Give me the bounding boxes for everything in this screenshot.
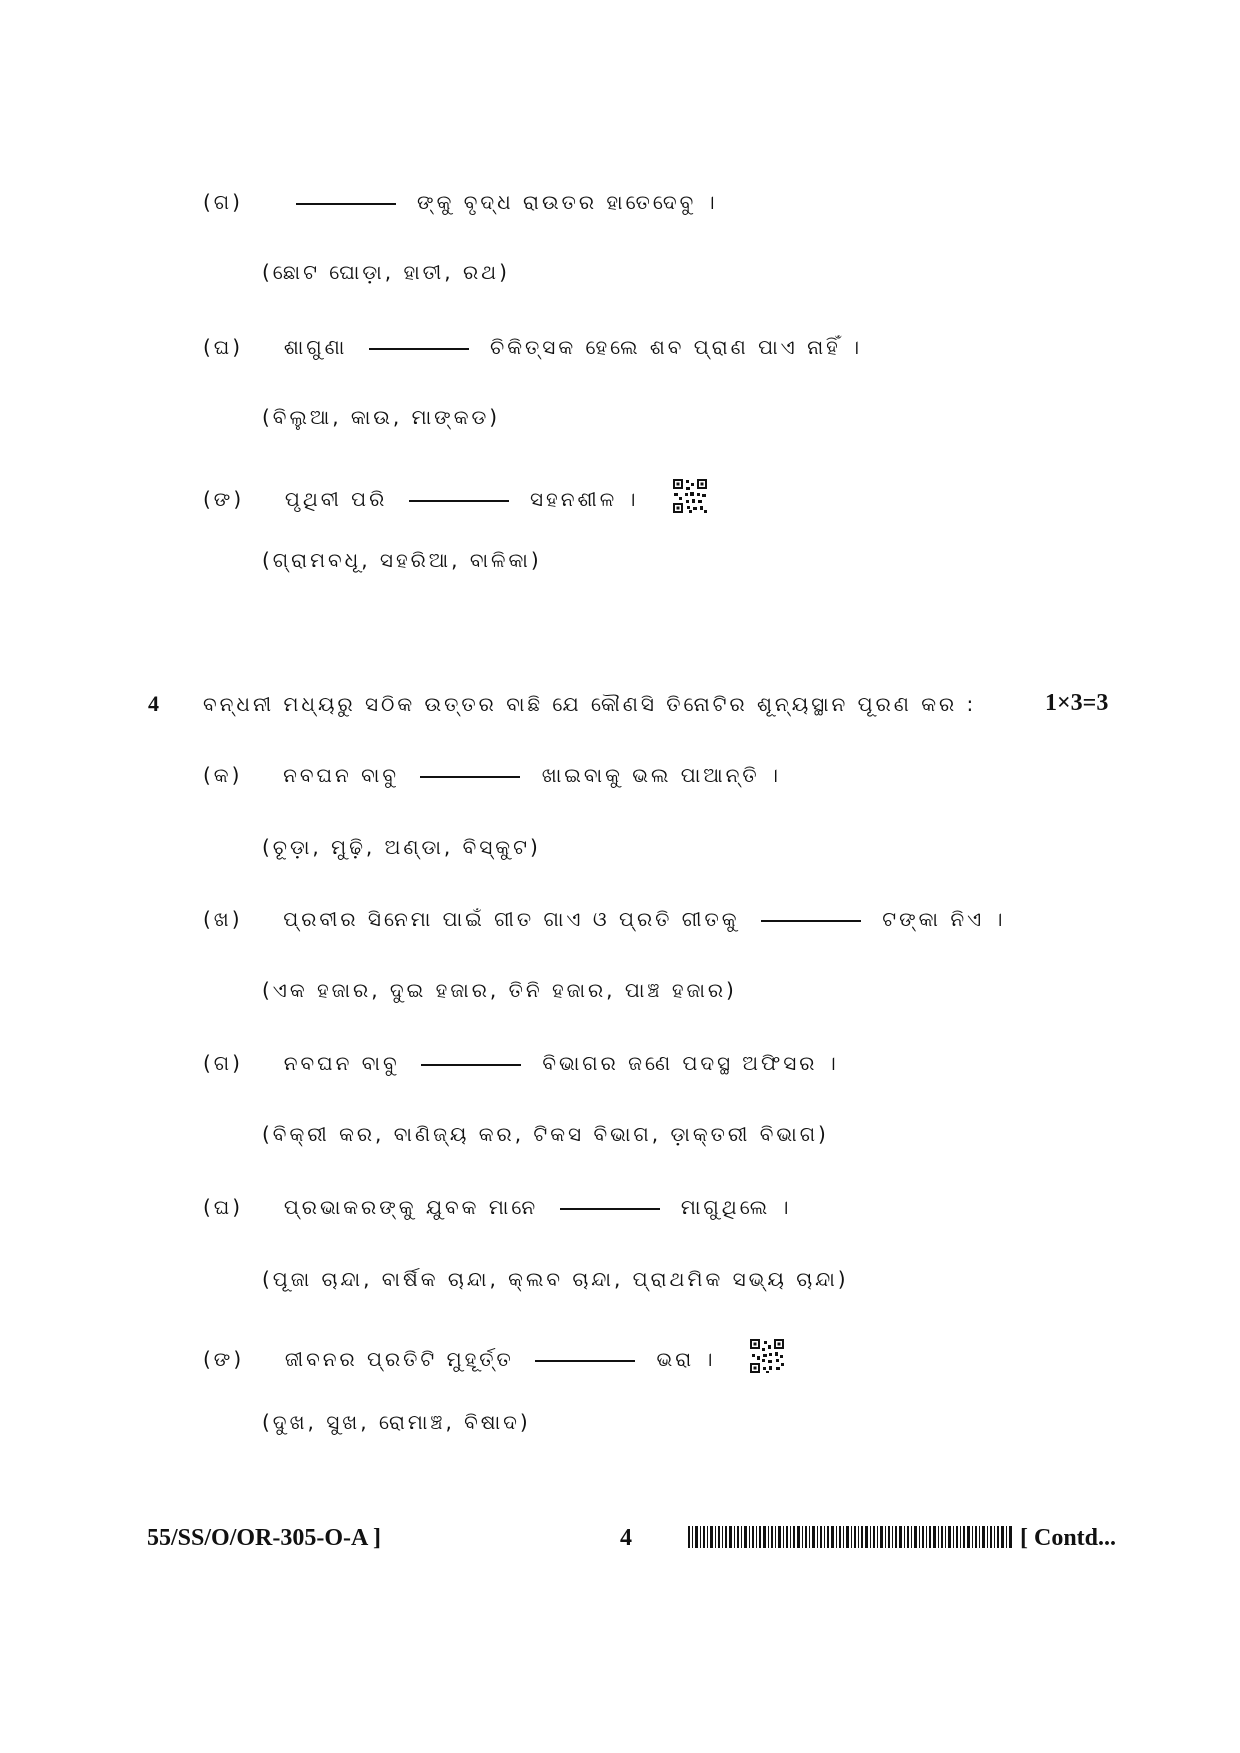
answer-blank bbox=[421, 1064, 521, 1066]
qr-code-icon bbox=[672, 478, 708, 514]
q4-item-gha-options: (ପୂଜା ଚାନ୍ଦା, ବାର୍ଷିକ ଚାନ୍ଦା, କ୍ଲବ ଚାନ୍ଦା, ପ୍ରାଥମିକ ସଭ୍ୟ ଚାନ୍ଦା) bbox=[262, 1267, 849, 1291]
item-text-after: ଟଙ୍କା ନିଏ । bbox=[882, 907, 1006, 931]
answer-blank bbox=[535, 1360, 635, 1362]
q4-item-ka bbox=[203, 763, 781, 787]
item-text-before: ପ୍ରଭାକରଙ୍କୁ ଯୁବକ ମାନେ bbox=[283, 1195, 539, 1219]
paper-code: 55/SS/O/OR-305-O-A ] bbox=[147, 1525, 382, 1551]
item-text-after: ବିଭାଗର ଜଣେ ପଦସ୍ଥ ଅଫିସର । bbox=[542, 1051, 839, 1075]
item-text-before: ପ୍ରବୀର ସିନେମା ପାଇଁ ଗୀତ ଗାଏ ଓ ପ୍ରତି ଗୀତକୁ bbox=[283, 907, 740, 931]
item-label: (ଙ) bbox=[203, 1347, 245, 1371]
item-text-before: ପୃଥିବୀ ପରି bbox=[284, 487, 388, 511]
answer-blank bbox=[560, 1208, 660, 1210]
item-label: (ଙ) bbox=[203, 487, 245, 511]
item-text-before: ଶାଗୁଣା bbox=[283, 335, 348, 359]
question-marks: 1×3=3 bbox=[1045, 690, 1109, 716]
q4-item-gha bbox=[203, 1195, 792, 1219]
item-text-after: ସହନଶୀଳ । bbox=[530, 487, 639, 511]
question-instruction: ବନ୍ଧନୀ ମଧ୍ୟରୁ ସଠିକ ଉତ୍ତର ବାଛି ଯେ କୌଣସି ତିନୋଟିର ଶୂନ୍ୟସ୍ଥାନ ପୂରଣ କର : bbox=[203, 692, 977, 716]
answer-blank bbox=[409, 500, 509, 502]
item-text-before: ଜୀବନର ପ୍ରତିଟି ମୁହୂର୍ତ୍ତ bbox=[284, 1347, 514, 1371]
q4-item-nga-options: (ଦୁଖ, ସୁଖ, ରୋମାଞ୍ଚ, ବିଷାଦ) bbox=[262, 1410, 531, 1434]
barcode-icon bbox=[688, 1526, 1012, 1548]
item-label: (ଖ) bbox=[203, 907, 243, 931]
prev-item-nga-options: (ଗ୍ରାମବଧୂ, ସହରିଆ, ବାଳିକା) bbox=[262, 548, 542, 572]
item-label: (ଗ) bbox=[203, 190, 243, 214]
item-text-after: ଙ୍କୁ ବୃଦ୍ଧ ରାଉତର ହାତେଦେବୁ । bbox=[417, 190, 718, 214]
item-label: (ଘ) bbox=[203, 1195, 244, 1219]
item-text-before: ନବଘନ ବାବୁ bbox=[283, 1051, 400, 1075]
answer-blank bbox=[761, 920, 861, 922]
q4-item-ga-options: (ବିକ୍ରୀ କର, ବାଣିଜ୍ୟ କର, ଟିକସ ବିଭାଗ, ଡ଼ାକ୍ତରୀ ବିଭାଗ) bbox=[262, 1122, 829, 1146]
item-text-before: ନବଘନ ବାବୁ bbox=[283, 763, 400, 787]
prev-item-gha-options: (ବିଲୁଆ, କାଉ, ମାଙ୍କଡ) bbox=[262, 405, 501, 429]
question-number: 4 bbox=[148, 691, 159, 716]
answer-blank bbox=[420, 776, 520, 778]
q4-item-kha-options: (ଏକ ହଜାର, ଦୁଇ ହଜାର, ତିନି ହଜାର, ପାଞ୍ଚ ହଜାର) bbox=[262, 978, 737, 1002]
answer-blank bbox=[296, 203, 396, 205]
q4-item-ka-options: (ଚୂଡ଼ା, ମୁଢ଼ି, ଅଣ୍ଡା, ବିସ୍କୁଟ) bbox=[262, 835, 541, 859]
qr-code-icon bbox=[749, 1338, 785, 1374]
prev-item-ga bbox=[203, 190, 718, 214]
prev-item-gha bbox=[203, 335, 862, 359]
prev-item-nga bbox=[203, 478, 708, 514]
continued-label: [ Contd... bbox=[1020, 1525, 1117, 1551]
q4-item-kha bbox=[203, 907, 1006, 931]
item-text-after: ମାଗୁଥିଲେ । bbox=[680, 1195, 792, 1219]
page-number: 4 bbox=[620, 1525, 632, 1551]
prev-item-ga-options: (ଛୋଟ ଘୋଡ଼ା, ହାତୀ, ରଥ) bbox=[262, 260, 510, 284]
q4-item-nga bbox=[203, 1338, 785, 1374]
item-text-after: ଚିକିତ୍ସକ ହେଲେ ଶବ ପ୍ରାଣ ପାଏ ନାହିଁ । bbox=[490, 335, 863, 359]
answer-blank bbox=[369, 348, 469, 350]
item-text-after: ଖାଇବାକୁ ଭଲ ପାଆନ୍ତି । bbox=[541, 763, 782, 787]
item-label: (କ) bbox=[203, 763, 243, 787]
q4-item-ga bbox=[203, 1051, 839, 1075]
item-text-after: ଭରା । bbox=[656, 1347, 716, 1371]
item-label: (ଗ) bbox=[203, 1051, 243, 1075]
item-label: (ଘ) bbox=[203, 335, 244, 359]
